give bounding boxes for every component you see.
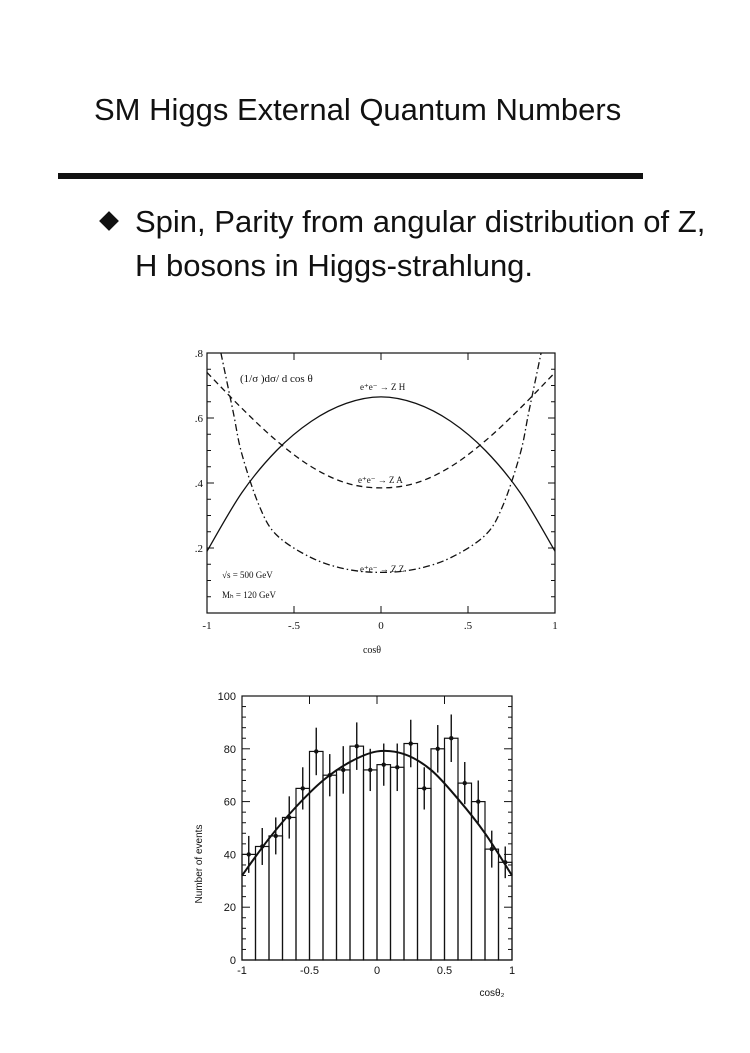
histogram-bar xyxy=(269,836,283,960)
histogram-bar xyxy=(323,775,337,960)
chart2-ytick-label: 100 xyxy=(217,691,236,703)
annotation-higgs-mass: Mₕ = 120 GeV xyxy=(222,590,276,600)
data-point xyxy=(382,762,386,766)
chart2-xtick-label: 1 xyxy=(508,965,516,977)
data-point xyxy=(395,765,399,769)
series-label-za: e⁺e⁻ → Z A xyxy=(358,475,403,485)
angular-distribution-chart xyxy=(160,340,580,660)
bullet-text: Spin, Parity from angular distribution of Z, H bosons in Higgs-strahlung. xyxy=(135,204,706,283)
chart2-ytick-label: 0 xyxy=(229,955,236,967)
data-point xyxy=(449,736,453,740)
chart1-ytick-label: .2 xyxy=(194,543,203,555)
histogram-bar xyxy=(458,783,472,960)
chart2-xtick-label: -0.5 xyxy=(300,965,319,977)
data-point xyxy=(476,799,480,803)
series-label-zh: e⁺e⁻ → Z H xyxy=(360,382,406,392)
histogram-bar xyxy=(391,767,405,960)
chart2-ylabel: Number of events xyxy=(194,824,205,904)
histogram-bar xyxy=(445,738,459,960)
chart2-xtick-label: -1 xyxy=(237,965,247,977)
data-point xyxy=(355,744,359,748)
chart1-ytick-label: .6 xyxy=(194,413,203,425)
chart1-ytick-label: .4 xyxy=(194,478,203,490)
histogram-bar xyxy=(296,788,310,960)
histogram-bar xyxy=(350,746,364,960)
chart2-ytick-label: 20 xyxy=(223,902,236,915)
chart1-xlabel: cosθ xyxy=(362,645,382,656)
chart1-ylabel: (1/σ )dσ/ d cos θ xyxy=(240,373,313,385)
chart2-ytick-label: 80 xyxy=(223,743,236,756)
chart1-xtick-label: 0 xyxy=(378,620,384,632)
data-point xyxy=(368,768,372,772)
data-point xyxy=(301,786,305,790)
data-point xyxy=(490,847,494,851)
chart1-xtick-label: .5 xyxy=(463,620,473,632)
histogram-bar xyxy=(418,788,432,960)
data-point xyxy=(422,786,426,790)
chart1-ytick-label: .8 xyxy=(194,348,203,360)
event-histogram-chart xyxy=(180,684,540,1004)
chart2-ytick-label: 40 xyxy=(223,849,236,862)
data-point xyxy=(314,749,318,753)
chart2-ytick-label: 60 xyxy=(223,796,236,809)
histogram-bar xyxy=(337,770,351,960)
data-point xyxy=(409,741,413,745)
chart1-xtick-label: -.5 xyxy=(288,620,300,632)
histogram-bar xyxy=(404,744,418,960)
chart2-xtick-label: 0 xyxy=(373,965,381,977)
chart2-histogram xyxy=(242,738,512,960)
histogram-bar xyxy=(364,770,378,960)
diamond-bullet-icon xyxy=(99,211,119,231)
chart2-xtick-label: 0.5 xyxy=(436,965,453,977)
chart1-xtick-label: -1 xyxy=(202,620,212,632)
annotation-sqrt-s: √s = 500 GeV xyxy=(222,570,273,580)
data-point xyxy=(436,747,440,751)
data-point xyxy=(274,834,278,838)
data-point xyxy=(247,852,251,856)
data-point xyxy=(341,768,345,772)
chart1-xtick-label: 1 xyxy=(552,620,558,632)
histogram-bar xyxy=(283,817,297,960)
data-point xyxy=(463,781,467,785)
histogram-bar xyxy=(377,765,391,960)
slide-title: SM Higgs External Quantum Numbers xyxy=(94,92,622,127)
chart2-xlabel: cosθ₂ xyxy=(479,988,505,999)
title-rule xyxy=(58,173,643,179)
series-label-zz: e⁺e⁻ → Z Z xyxy=(360,564,405,574)
